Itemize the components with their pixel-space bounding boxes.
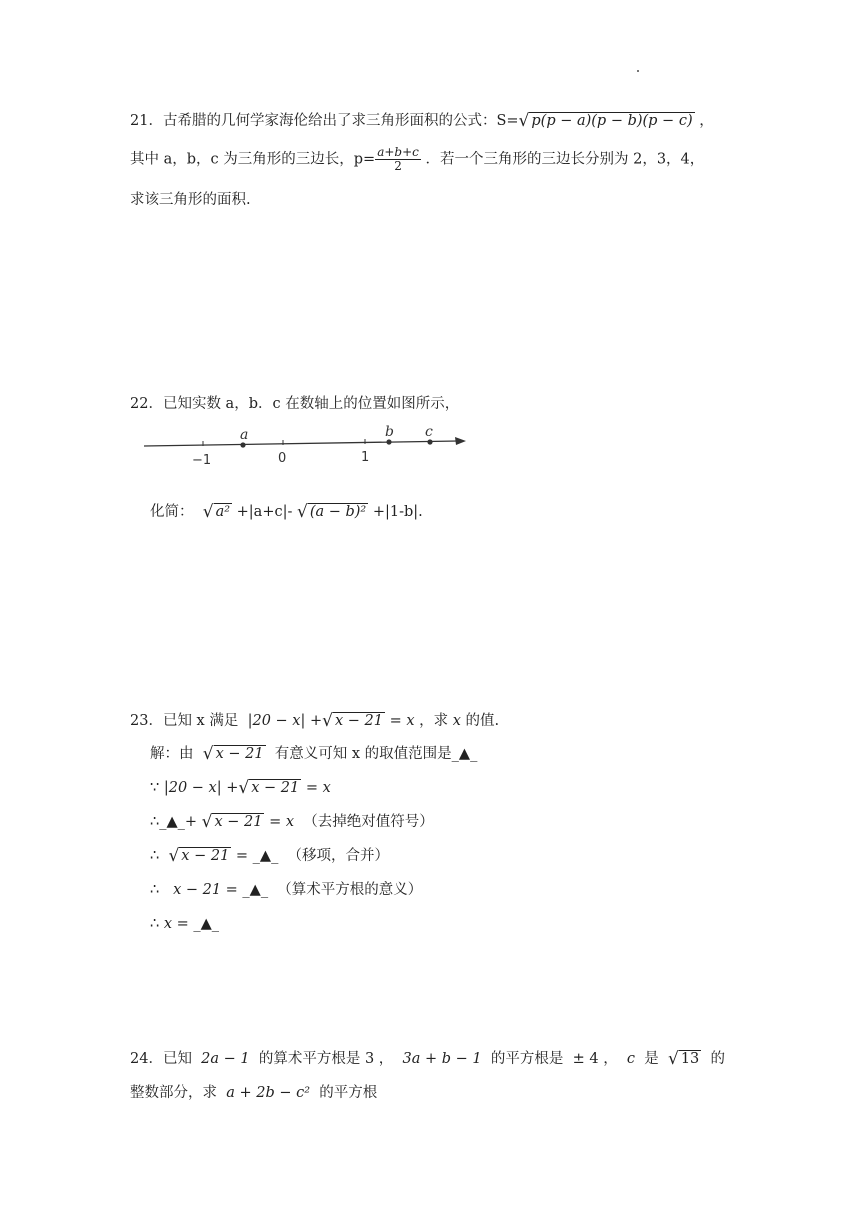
q23-step5 xyxy=(150,914,219,934)
q23-step4 xyxy=(150,880,422,900)
q23-step1-radical: √ x − 21 xyxy=(238,778,300,798)
q23-step2-note: （去掉绝对值符号） xyxy=(303,814,434,830)
q21-text-b: ， xyxy=(699,113,714,129)
q23-step2-end: = x xyxy=(269,814,295,830)
q22-simplify-label: 化简： xyxy=(150,504,194,520)
q21-heron-radical: √ p(p − a)(p − b)(p − c) xyxy=(518,111,693,131)
axis-line xyxy=(144,441,458,446)
q23-step3-therefore: ∴ xyxy=(150,848,160,864)
label-minus-one: −1 xyxy=(192,453,212,466)
q21-heron-formula: p(p − a)(p − b)(p − c) xyxy=(531,113,693,129)
q23-step4-eq: x − 21 = _▲_ xyxy=(173,882,269,898)
q22-simplify-line xyxy=(150,502,423,522)
q22-part2: +|a+c|- xyxy=(236,504,293,520)
point-b xyxy=(386,439,391,444)
q23-var-x: x xyxy=(452,713,461,729)
q24-sqrt13-body: 13 xyxy=(680,1051,700,1067)
q21-text-d: ．若一个三角形的三边长分别为 2，3，4， xyxy=(425,151,705,168)
q21-text-a: 21．古希腊的几何学家海伦给出了求三角形面积的公式：S= xyxy=(130,113,519,129)
q22-sqrt-ab2-body: (a − b)² xyxy=(309,504,367,520)
q23-eq-end: = x xyxy=(389,713,415,729)
q24-line2 xyxy=(130,1083,377,1103)
q23-sol-a: 解：由 xyxy=(150,746,194,762)
q23-step4-note: （算术平方根的意义） xyxy=(277,882,423,898)
q23-step2 xyxy=(150,812,434,832)
q24-text-d: ， xyxy=(603,1051,618,1067)
q23-step1 xyxy=(150,778,331,798)
label-a: a xyxy=(240,427,249,443)
q23-step2-radical: √ x − 21 xyxy=(201,812,263,832)
q23-step2-radical-body: x − 21 xyxy=(214,814,263,830)
q24-expr1: 2a − 1 xyxy=(201,1051,250,1067)
q21-line1 xyxy=(130,111,714,131)
q24-pm4: ± 4 xyxy=(572,1051,599,1067)
q23-eq-radical: √ x − 21 xyxy=(322,711,383,731)
q21-line2 xyxy=(130,146,704,173)
q21-frac-den: 2 xyxy=(394,159,402,173)
q22-sqrt-a2: √ a² xyxy=(202,502,231,522)
q23-step1-radical-body: x − 21 xyxy=(251,780,300,796)
q24-expr2: 3a + b − 1 xyxy=(402,1051,482,1067)
q23-eq-radical-body: x − 21 xyxy=(334,713,383,729)
q22-line1: 22．已知实数 a，b．c 在数轴上的位置如图所示， xyxy=(130,396,460,412)
q23-step3 xyxy=(150,846,389,866)
q21-line3: 求该三角形的面积. xyxy=(130,192,251,208)
q24-text-g: 整数部分，求 xyxy=(130,1085,217,1101)
q24-expr3: a + 2b − c² xyxy=(226,1085,311,1101)
page-dot xyxy=(637,70,639,72)
q24-text-h: 的平方根 xyxy=(319,1085,378,1101)
q22-part3: +|1-b|. xyxy=(372,504,423,520)
q22-sqrt-ab2: √ (a − b)² xyxy=(296,502,367,522)
label-zero: 0 xyxy=(278,451,287,466)
q23-step2-pre: ∴_▲_+ xyxy=(150,814,198,830)
label-b: b xyxy=(385,424,394,440)
label-one: 1 xyxy=(361,450,370,465)
q23-step4-therefore: ∴ xyxy=(150,882,160,898)
q21-frac-num: a+b+c xyxy=(377,145,419,159)
q23-step3-radical: √ x − 21 xyxy=(168,846,230,866)
q23-sol-radical-body: x − 21 xyxy=(215,746,264,762)
q24-line1 xyxy=(130,1049,725,1069)
q23-step5-eq: x = _▲_ xyxy=(163,916,220,932)
q23-text-c: 的值. xyxy=(465,713,500,729)
q23-step1-abs: |20 − x| + xyxy=(163,780,239,796)
q22-sqrt-a2-body: a² xyxy=(215,504,231,520)
point-c xyxy=(427,439,432,444)
q23-sol-b: 有意义可知 x 的取值范围是_▲_ xyxy=(274,746,478,762)
q22-number-line xyxy=(140,420,470,466)
q24-var-c: c xyxy=(626,1051,636,1067)
q21-text-c: 其中 a，b，c 为三角形的三边长，p= xyxy=(130,151,376,168)
q23-sol-radical: √ x − 21 xyxy=(202,744,264,764)
point-a xyxy=(240,442,245,447)
axis-arrow-icon xyxy=(455,437,466,445)
q23-line1 xyxy=(130,711,499,731)
q23-text-b: ，求 xyxy=(419,713,449,729)
q23-step3-note: （移项，合并） xyxy=(287,848,390,864)
q23-eq-abs: |20 − x| + xyxy=(247,713,323,729)
q24-text-b: 的算术平方根是 3 ， xyxy=(258,1051,394,1067)
q23-step5-therefore: ∴ xyxy=(150,916,160,932)
q23-step3-radical-body: x − 21 xyxy=(181,848,230,864)
q24-text-a: 24．已知 xyxy=(130,1051,192,1067)
q23-step1-end: = x xyxy=(305,780,331,796)
q24-text-f: 的 xyxy=(710,1051,725,1067)
q23-solution-line xyxy=(150,744,477,764)
q23-text-a: 23．已知 x 满足 xyxy=(130,713,239,729)
label-c: c xyxy=(425,424,433,440)
q24-sqrt13: √ 13 xyxy=(667,1049,700,1069)
q23-step3-end: = _▲_ xyxy=(235,848,279,864)
q24-text-e: 是 xyxy=(644,1051,659,1067)
q23-step1-because: ∵ xyxy=(150,780,160,796)
q24-text-c: 的平方根是 xyxy=(490,1051,564,1067)
q21-fraction xyxy=(375,146,421,173)
